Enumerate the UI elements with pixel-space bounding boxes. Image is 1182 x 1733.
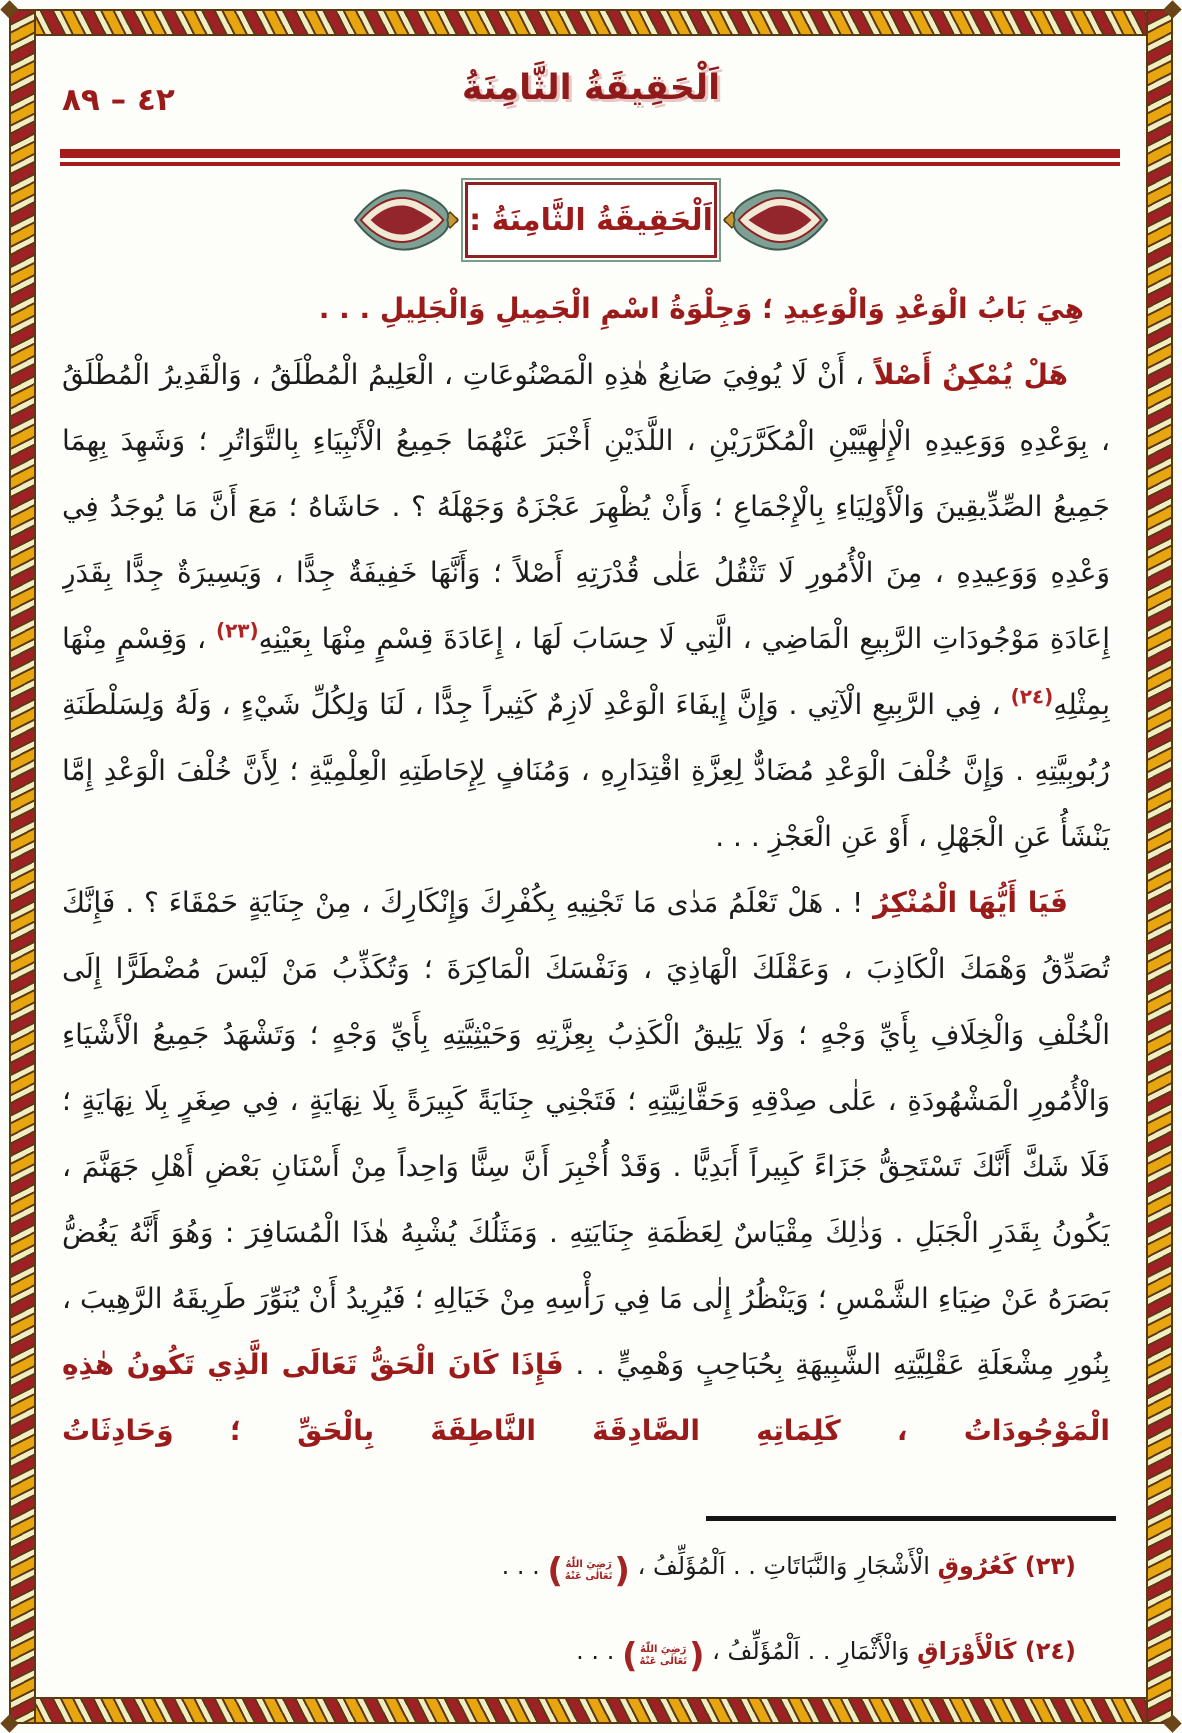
section-title-box [465,182,717,258]
seal-text [640,1644,688,1668]
footnote-24 [70,1609,1076,1694]
floral-flourish-left-icon [351,180,459,260]
footnote-lead: كَالْأَوْرَاقِ [917,1637,1017,1665]
seal-line: رَضِيَ اللّٰهُ [640,1644,687,1655]
paragraph-2-text: ! . هَلْ تَعْلَمُ مَدٰى مَا تَجْنِيهِ بِكُفْرِكَ وَإِنْكَارِكَ ، مِنْ جِنَايَةٍ حَمْقَاءَ ؟ . فَإِنَّكَ تُصَدِّقُ وَهْمَكَ الْكَاذِبَ ، وَعَقْلَكَ الْهَاذِيَ ، وَنَفْسَكَ الْمَاكِرَةَ ؛ وَتُكَذِّبُ مَنْ لَيْسَ مُضْطَرًّا إِلَى الْخُلْفِ وَالْخِلَافِ بِأَيِّ وَجْهٍ ؛ وَلَا يَلِيقُ الْكَذِبُ بِعِزَّتِهِ وَحَيْثِيَّتِهِ بِأَيِّ وَجْهٍ ؛ وَتَشْهَدُ جَمِيعُ الْأَشْيَاءِ وَالْأُمُورِ الْمَشْهُودَةِ ، عَلٰى صِدْقِهِ وَحَقَّانِيَّتِهِ ؛ فَتَجْنِي جِنَايَةً كَبِيرَةً بِلَا نِهَايَةٍ ، فِي صِغَرٍ بِلَا نِهَايَةٍ ؛ فَلَا شَكَّ أَنَّكَ تَسْتَحِقُّ جَزَاءً كَبِيراً أَبَدِيًّا . وَقَدْ أُخْبِرَ أَنَّ سِنًّا وَاحِداً مِنْ أَسْنَانِ بَعْضِ أَهْلِ جَهَنَّمَ ، يَكُونُ بِقَدَرِ الْجَبَلِ . وَذٰلِكَ مِقْيَاسٌ لِعَظَمَةِ جِنَايَتِهِ . وَمَثَلُكَ يُشْبِهُ هٰذَا الْمُسَافِرَ : وَهُوَ أَنَّهُ يَغُضُّ بَصَرَهُ عَنْ ضِيَاءِ الشَّمْسِ ؛ وَيَنْظُرُ إِلٰى مَا فِي رَأْسِهِ مِنْ خَيَالِهِ ؛ فَيُرِيدُ أَنْ يُنَوِّرَ طَرِيقَهُ الرَّهِيبَ ، بِنُورِ مِشْعَلَةِ عَقْلِيَّتِهِ الشَّبِيهَةِ بِحُبَاحِبٍ وَهْمِيٍّ . . [62,886,1110,1381]
running-title: اَلْحَقِيقَةُ الثَّامِنَةُ [461,68,721,108]
footnote-ref-24: (٢٤) [1010,684,1054,709]
footnote-separator [706,1516,1116,1521]
frame-border-right [1146,9,1173,1724]
paragraph-1-text: ، أَنْ لَا يُوفِيَ صَانِعُ هٰذِهِ الْمَصْنُوعَاتِ ، الْعَلِيمُ الْمُطْلَقُ ، وَالْقَدِيرُ الْمُطْلَقُ ، بِوَعْدِهِ وَوَعِيدِهِ الْإِلٰهِيَّيْنِ الْمُكَرَّرَيْنِ ، اللَّذَيْنِ أَخْبَرَ عَنْهُمَا جَمِيعُ الْأَنْبِيَاءِ بِالتَّوَاتُرِ ؛ وَشَهِدَ بِهِمَا جَمِيعُ الصِّدِّيقِينَ وَالْأَوْلِيَاءِ بِالْإِجْمَاعِ ؛ وَأَنْ يُظْهِرَ عَجْزَهُ وَجَهْلَهُ ؟ . حَاشَاهُ ؛ مَعَ أَنَّ مَا يُوجَدُ فِي وَعْدِهِ وَوَعِيدِهِ ، مِنَ الْأُمُورِ لَا تَثْقُلُ عَلٰى قُدْرَتِهِ أَصْلاً ؛ وَأَنَّهَا خَفِيفَةٌ جِدًّا ، وَيَسِيرَةٌ جِدًّا بِقَدَرِ إِعَادَةِ مَوْجُودَاتِ الرَّبِيعِ الْمَاضِي ، الَّتِي لَا حِسَابَ لَهَا ، إِعَادَةَ قِسْمٍ مِنْهَا بِعَيْنِهِ [62,358,1110,655]
paragraph-2 [62,870,1110,1464]
frame-border-left [9,9,36,1724]
seal-line: تَعَالٰى عَنْهُ [564,1571,613,1582]
footnote-lead: كَعُرُوقِ [937,1552,1017,1580]
footnote-text: وَالْأَثْمَارِ . . اَلْمُؤَلِّفُ ، [704,1637,918,1665]
footnote-text: الْأَشْجَارِ وَالنَّبَاتَاتِ . . اَلْمُؤَلِّفُ ، [629,1552,938,1580]
footnote-23 [70,1524,1076,1609]
seal-text [565,1559,613,1583]
frame-border-top [9,9,1173,36]
seal-line: رَضِيَ اللّٰهُ [565,1559,612,1570]
header-rule-thin [60,162,1120,166]
footnote-ref-23: (٢٣) [215,618,259,643]
seal-line: تَعَالٰى عَنْهُ [639,1656,687,1667]
header-rule-thick [60,149,1120,158]
footnote-tail: . . . [576,1637,622,1665]
paragraph-2-lead: فَيَا أَيُّهَا الْمُنْكِرُ [873,886,1068,919]
page-numbers: ٤٢ – ٨٩ [62,82,175,118]
author-seal-icon: ( رَضِيَ اللّٰهُ تَعَالٰى عَنْهُ ) [547,1551,630,1591]
paragraph-1-text: ، فِي الرَّبِيعِ الْآتِي . وَإِنَّ إِيفَاءَ الْوَعْدِ لَازِمٌ كَثِيراً جِدًّا ، لَنَا وَلِكُلِّ شَيْءٍ ، وَلَهُ وَلِسَلْطَنَةِ رُبُوبِيَّتِهِ . وَإِنَّ خُلْفَ الْوَعْدِ مُضَادٌّ لِعِزَّةِ اقْتِدَارِهِ ، وَمُنَافٍ لِإِحَاطَتِهِ الْعِلْمِيَّةِ ؛ لِأَنَّ خُلْفَ الْوَعْدِ إِمَّا يَنْشَأُ عَنِ الْجَهْلِ ، أَوْ عَنِ الْعَجْزِ . . . [62,688,1110,853]
paragraph-1 [62,342,1110,870]
floral-flourish-right-icon [723,180,831,260]
footnote-number: (٢٣) [1016,1552,1076,1580]
section-heading [0,176,1182,264]
footnotes [70,1524,1076,1694]
paragraph-1-text: ، وَقِسْمٍ مِنْهَا بِمِثْلِهِ [62,622,1110,721]
footnote-tail: . . . [501,1552,548,1580]
section-title: اَلْحَقِيقَةُ الثَّامِنَةُ : [469,202,713,238]
intro-line: هِيَ بَابُ الْوَعْدِ وَالْوَعِيدِ ؛ وَجِلْوَةُ اسْمِ الْجَمِيلِ وَالْجَلِيلِ . . . [318,292,1084,325]
author-seal-icon: ( رَضِيَ اللّٰهُ تَعَالٰى عَنْهُ ) [621,1636,705,1676]
paragraph-1-lead: هَلْ يُمْكِنُ أَصْلاً [873,358,1068,391]
body-text [62,276,1110,1502]
paragraph-2-tail: فَإِذَا كَانَ الْحَقُّ تَعَالَى الَّذِي تَكُونُ هٰذِهِ الْمَوْجُودَاتُ ، كَلِمَاتِهِ الصَّادِقَةَ النَّاطِقَةَ بِالْحَقِّ ؛ وَحَادِثَاتُ [62,1348,1110,1447]
frame-border-bottom [9,1697,1173,1724]
footnote-number: (٢٤) [1016,1637,1076,1665]
